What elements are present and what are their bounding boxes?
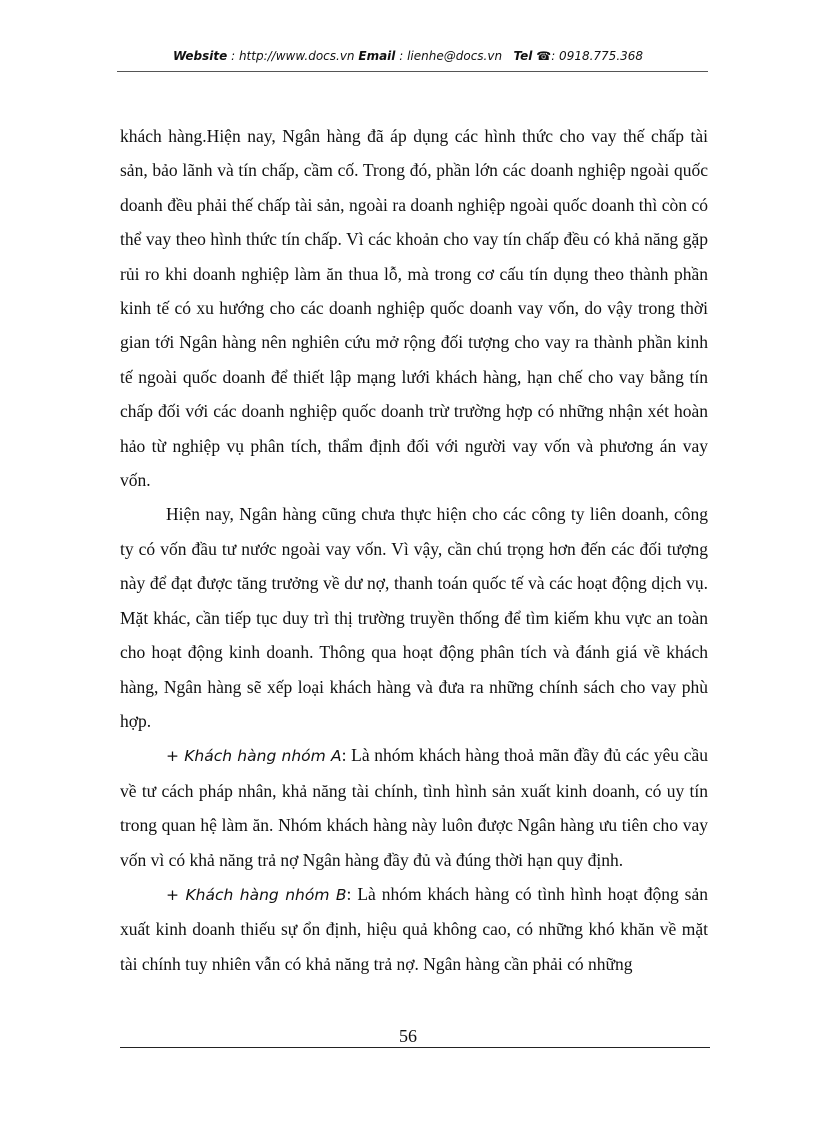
header-divider (117, 71, 708, 72)
phone-icon: ☎ (536, 49, 552, 63)
group-b-label: + Khách hàng nhóm B (166, 885, 347, 904)
tel-number: : 0918.775.368 (551, 49, 644, 63)
page-number: 56 (399, 1026, 417, 1046)
body-text (120, 119, 708, 981)
group-a-text: : Là nhóm khách hàng thoả mãn đầy đủ các yêu cầu về tư cách pháp nhân, khả năng tài chính, tình hình sản xuất kinh doanh, có uy tín trong quan hệ làm ăn. Nhóm khách hàng này luôn được Ngân hàng ưu tiên cho vay vốn vì có khả năng trả nợ Ngân hàng đầy đủ và đúng thời hạn quy định. (120, 745, 708, 870)
website-url: : http://www.docs.vn (231, 49, 355, 63)
paragraph-1: khách hàng.Hiện nay, Ngân hàng đã áp dụng các hình thức cho vay thế chấp tài sản, bảo lãnh và tín chấp, cầm cố. Trong đó, phần lớn các doanh nghiệp ngoài quốc doanh đều phải thế chấp tài sản, ngoài ra doanh nghiệp ngoài quốc doanh thì còn có thể vay theo hình thức tín chấp. Vì các khoản cho vay tín chấp đều có khả năng gặp rủi ro khi doanh nghiệp làm ăn thua lỗ, mà trong cơ cấu tín dụng theo thành phần kinh tế có xu hướng cho các doanh nghiệp quốc doanh vay vốn, do vậy trong thời gian tới Ngân hàng nên nghiên cứu mở rộng đối tượng cho vay ra thành phần kinh tế ngoài quốc doanh để thiết lập mạng lưới khách hàng, hạn chế cho vay bằng tín chấp đối với các doanh nghiệp quốc doanh trừ trường hợp có những nhận xét hoàn hảo từ nghiệp vụ phân tích, thẩm định đối với người vay vốn và phương án vay vốn. (120, 126, 708, 491)
tel-label: Tel (513, 49, 533, 63)
website-label: Website (172, 49, 228, 63)
paragraph-2: Hiện nay, Ngân hàng cũng chưa thực hiện cho các công ty liên doanh, công ty có vốn đầu tư nước ngoài vay vốn. Vì vậy, cần chú trọng hơn đến các đối tượng này để đạt được tăng trưởng về dư nợ, thanh toán quốc tế và các hoạt động dịch vụ. Mặt khác, cần tiếp tục duy trì thị trường truyền thống để tìm kiếm khu vực an toàn cho hoạt động kinh doanh. Thông qua hoạt động phân tích và đánh giá về khách hàng, Ngân hàng sẽ xếp loại khách hàng và đưa ra những chính sách cho vay phù hợp. (120, 504, 708, 731)
group-a-label: + Khách hàng nhóm A (166, 747, 342, 766)
footer-divider (120, 1047, 710, 1048)
page-header (0, 49, 816, 63)
paragraph-group-b (120, 877, 708, 981)
email-address: : lienhe@docs.vn (399, 49, 503, 63)
group-b-text: : Là nhóm khách hàng có tình hình hoạt động sản xuất kinh doanh thiếu sự ổn định, hiệu quả không cao, có những khó khăn về mặt tài chính tuy nhiên vẫn có khả năng trả nợ. Ngân hàng cần phải có những (120, 883, 709, 974)
email-label: Email (358, 49, 396, 63)
paragraph-group-a (120, 738, 708, 877)
